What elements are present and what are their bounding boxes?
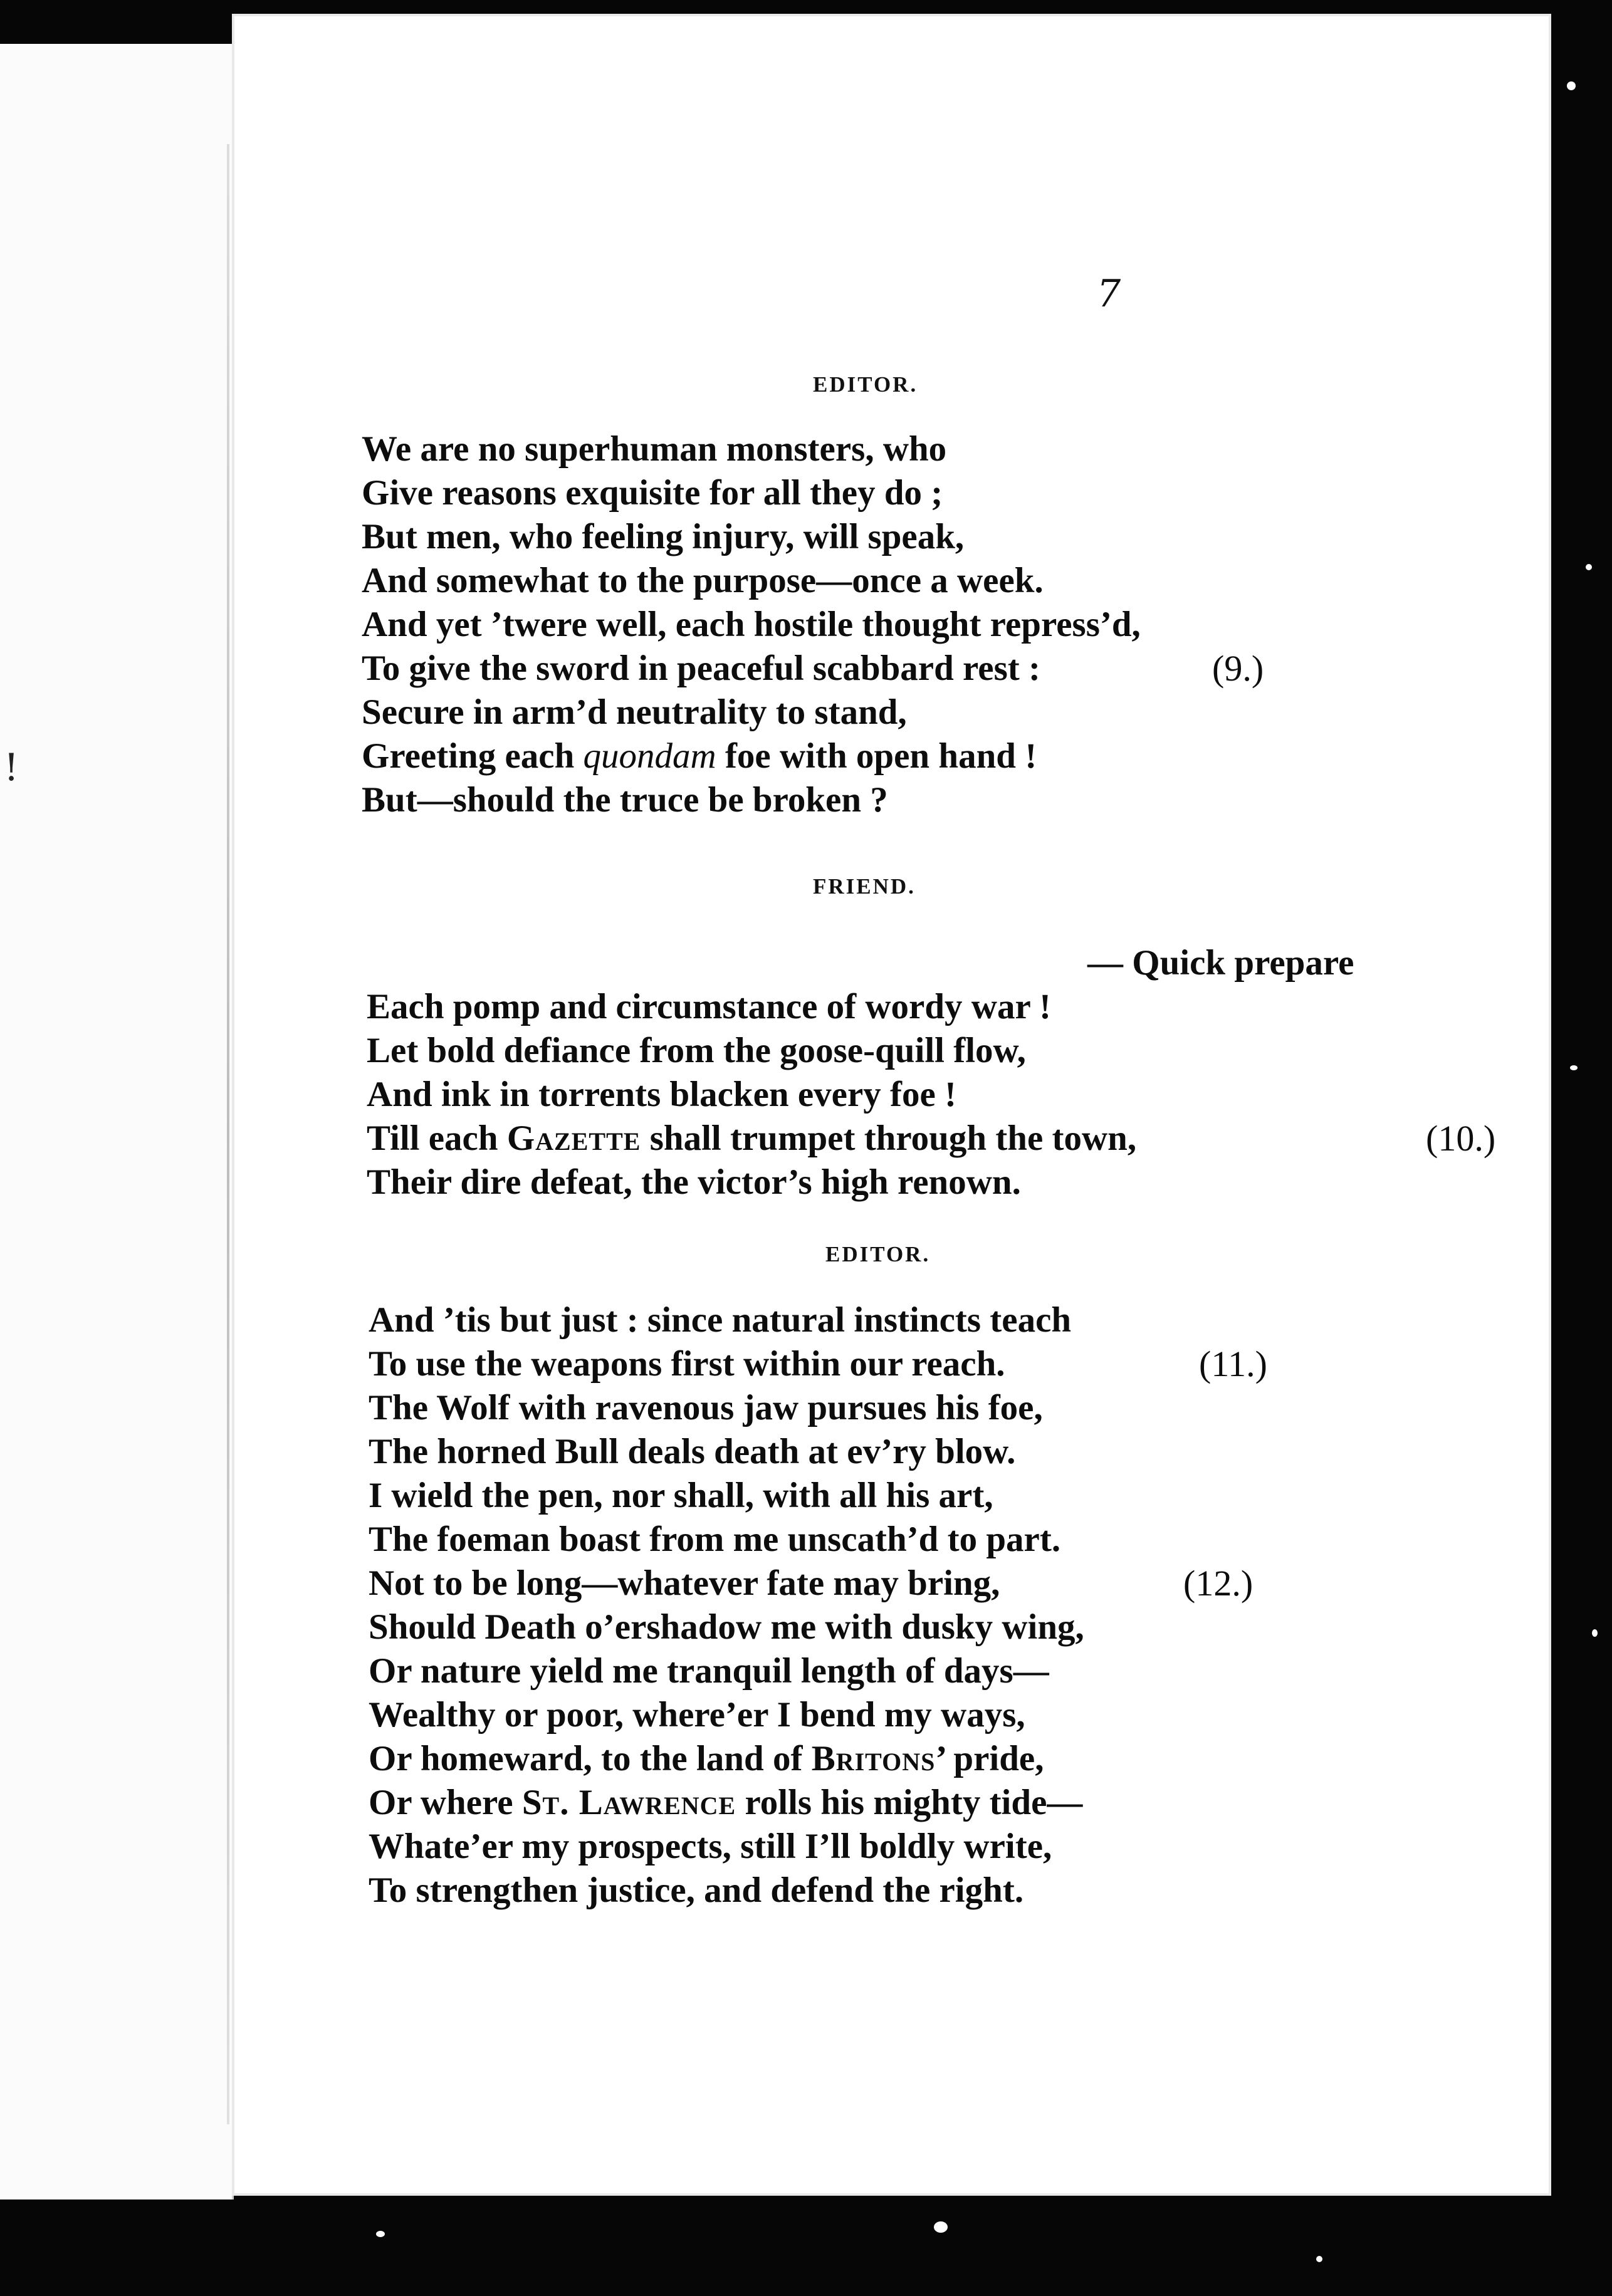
verse-text: To give the sword in peaceful scabbard rest : — [362, 649, 1040, 688]
verse-line: But—should the truce be broken ? — [362, 780, 888, 820]
verse-line: The Wolf with ravenous jaw pursues his foe, — [369, 1388, 1043, 1427]
verse-line: Whate’er my prospects, still I’ll boldly write, — [369, 1827, 1052, 1866]
small-caps-word: St. Lawrence — [521, 1783, 736, 1822]
verse-line — [362, 647, 1264, 691]
verse-line: The foeman boast from me unscath’d to part. — [369, 1520, 1061, 1559]
verse-line: To strengthen justice, and defend the right. — [369, 1871, 1024, 1910]
verse-line: And ink in torrents blacken every foe ! — [367, 1075, 957, 1114]
note-reference: (9.) — [1212, 648, 1264, 689]
note-reference: (10.) — [1426, 1118, 1496, 1159]
scan-speck — [934, 2221, 948, 2233]
verse-line: And somewhat to the purpose—once a week. — [362, 561, 1044, 600]
verse-line: Their dire defeat, the victor’s high renown. — [367, 1162, 1021, 1202]
verse-line: Or nature yield me tranquil length of days— — [369, 1651, 1049, 1691]
stanza-friend — [367, 941, 1496, 1204]
verse-text: Till each — [367, 1119, 507, 1158]
verse-line: I wield the pen, nor shall, with all his art, — [369, 1476, 993, 1515]
verse-line — [369, 1737, 1084, 1781]
verse-line: And yet ’twere well, each hostile thought repress’d, — [362, 605, 1141, 644]
verse-line: And ’tis but just : since natural instincts teach — [369, 1300, 1072, 1340]
verse-line: — Quick prepare — [1087, 943, 1354, 983]
verse-line — [369, 1342, 1267, 1386]
scan-speck — [1592, 1629, 1598, 1637]
verse-line: But men, who feeling injury, will speak, — [362, 517, 965, 556]
verse-text: Or homeward, to the land of — [369, 1739, 812, 1778]
note-reference: (11.) — [1199, 1344, 1267, 1384]
page-gutter — [227, 144, 229, 2124]
verse-line: We are no superhuman monsters, who — [362, 429, 947, 469]
note-reference: (12.) — [1183, 1563, 1253, 1604]
page-number: 7 — [1097, 272, 1121, 316]
verse-line: Secure in arm’d neutrality to stand, — [362, 692, 907, 732]
small-caps-word: Britons — [811, 1739, 936, 1778]
verse-line — [369, 1781, 1084, 1825]
stanza-editor-2 — [369, 1298, 1267, 1912]
verse-text: ’ pride, — [935, 1739, 1044, 1778]
verse-line: Give reasons exquisite for all they do ; — [362, 473, 943, 513]
scan-speck — [376, 2231, 385, 2237]
book-page — [232, 14, 1551, 2196]
verse-line — [369, 1562, 1253, 1605]
italic-word: quondam — [583, 736, 716, 776]
scan-speck — [1570, 1065, 1578, 1070]
verse-line: Each pomp and circumstance of wordy war ! — [367, 987, 1051, 1026]
scan-speck — [1316, 2256, 1322, 2262]
verse-text: shall trumpet through the town, — [641, 1119, 1137, 1158]
verse-line — [367, 1117, 1496, 1161]
verse-line — [362, 734, 1141, 778]
verse-text: Not to be long—whatever fate may bring, — [369, 1563, 1000, 1603]
verse-line: Wealthy or poor, where’er I bend my ways, — [369, 1695, 1025, 1735]
small-caps-word: Gazette — [506, 1119, 641, 1158]
verse-text: foe with open hand ! — [716, 736, 1037, 776]
verse-text: Greeting each — [362, 736, 584, 776]
speaker-heading: EDITOR. — [825, 1242, 931, 1266]
stanza-editor-1 — [362, 427, 1264, 822]
speaker-heading: EDITOR. — [813, 372, 918, 397]
scan-speck — [1586, 564, 1592, 570]
verse-line: The horned Bull deals death at ev’ry blow. — [369, 1432, 1016, 1471]
margin-mark: ! — [4, 746, 19, 790]
verse-text: rolls his mighty tide— — [736, 1783, 1083, 1822]
speaker-heading: FRIEND. — [813, 874, 916, 899]
verse-text: Or where — [369, 1783, 522, 1822]
scan-speck — [1567, 81, 1576, 90]
verse-line: Let bold defiance from the goose-quill flow, — [367, 1031, 1026, 1070]
verse-line: Should Death o’ershadow me with dusky wing, — [369, 1607, 1084, 1647]
verse-text: To use the weapons first within our reach. — [369, 1344, 1005, 1384]
facing-page — [0, 44, 234, 2199]
